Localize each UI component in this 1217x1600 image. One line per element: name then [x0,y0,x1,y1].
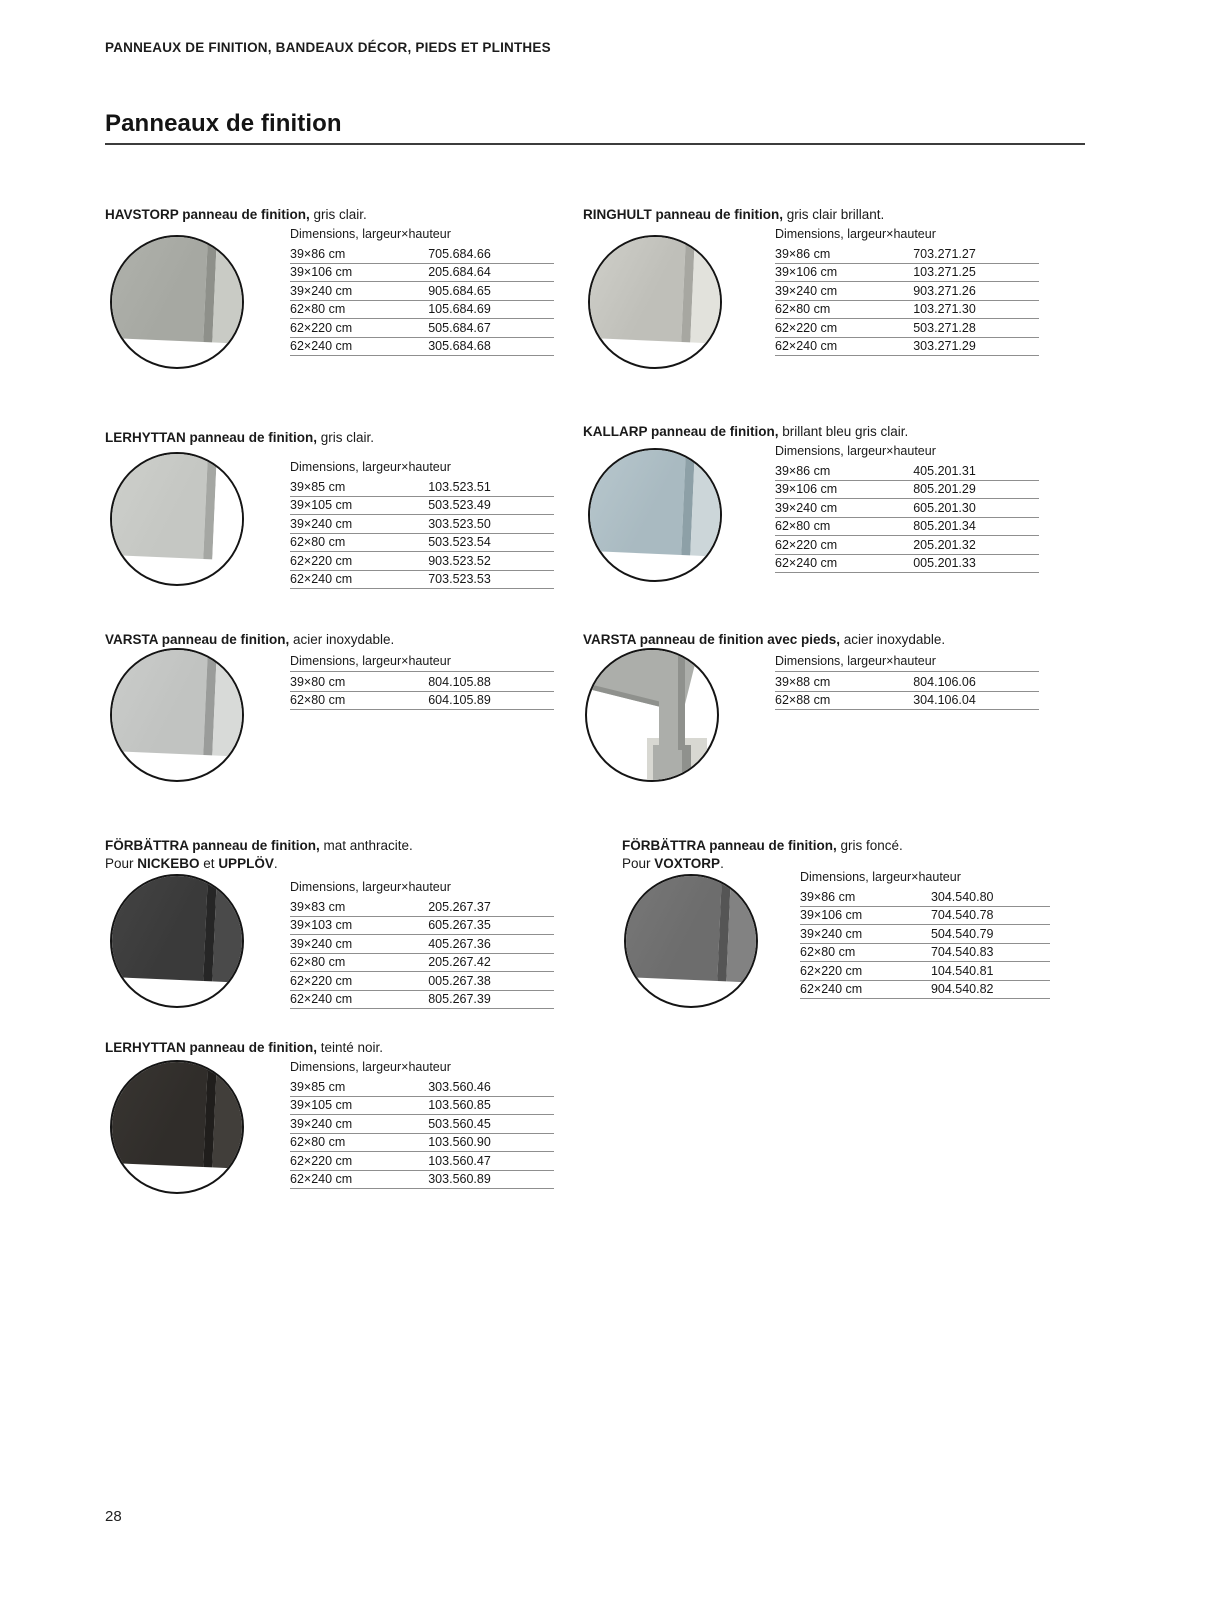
table-row [800,944,1050,963]
product-card-forbattra-anthracite [105,838,575,1006]
product-desc: acier inoxydable. [840,632,946,647]
dimension-cell: 62×220 cm [775,320,838,335]
panel-top [585,648,703,713]
product-card-forbattra-gris-fonce [622,838,1062,996]
panel-photo [110,648,244,758]
panel-face [110,1060,209,1167]
dimension-cell: 39×86 cm [800,889,856,904]
dimensions-table [775,227,1039,356]
dimension-cell: 62×88 cm [775,693,831,707]
product-name: RINGHULT panneau de finition, [583,207,783,222]
table-header: Dimensions, largeur×hauteur [290,1060,451,1074]
article-number-cell: 503.523.54 [428,535,491,549]
dimension-cell: 39×240 cm [800,926,863,941]
article-number-cell: 103.271.30 [913,302,976,316]
product-name: VARSTA panneau de finition, [105,632,290,647]
panel-photo [588,448,722,558]
panel-face [110,235,209,342]
product-image [110,235,244,369]
table-row [800,925,1050,944]
table-row [290,954,554,973]
product-image [110,648,244,782]
table-row [290,935,554,954]
dimension-cell: 62×220 cm [775,537,838,552]
note-text: . [720,856,724,871]
table-row [290,692,554,711]
dimension-cell: 39×83 cm [290,899,346,914]
article-number-cell: 103.271.25 [913,265,976,279]
article-number-cell: 503.523.49 [428,498,491,512]
panel-face [588,448,687,555]
dimensions-table [800,870,1050,999]
table-row [290,515,554,534]
table-row [775,264,1039,283]
panel-photo [588,235,722,345]
dimension-cell: 39×106 cm [290,265,353,279]
article-number-cell: 005.267.38 [428,973,491,988]
panel-edge-highlight [212,452,244,561]
table-row [290,282,554,301]
dimension-cell: 39×106 cm [775,265,838,279]
article-number-cell: 305.684.68 [428,339,491,353]
table-row [290,264,554,283]
dimension-cell: 39×240 cm [775,500,838,515]
dimension-cell: 62×80 cm [775,519,831,533]
table-row [290,1152,554,1171]
article-number-cell: 005.201.33 [913,556,976,570]
product-name: KALLARP panneau de finition, [583,424,779,439]
product-title [583,207,1053,223]
panel-face [110,874,209,981]
article-number-cell: 503.560.45 [428,1116,491,1131]
table-row [290,972,554,991]
article-number-cell: 805.267.39 [428,992,491,1006]
page-title: Panneaux de finition [105,110,342,137]
article-number-cell: 304.540.80 [930,889,994,904]
panel-photo [110,1060,244,1170]
table-header: Dimensions, largeur×hauteur [775,654,1039,672]
product-name: HAVSTORP panneau de finition, [105,207,310,222]
dimension-cell: 39×240 cm [290,283,353,298]
article-number-cell: 903.271.26 [913,283,976,298]
article-number-cell: 103.560.85 [428,1098,491,1112]
product-desc: gris clair. [309,207,367,222]
product-name: FÖRBÄTTRA panneau de finition, [622,838,837,853]
note-product-ref: NICKEBO [137,856,200,871]
note-text: Pour [622,856,655,871]
dimension-cell: 62×240 cm [290,339,353,353]
product-name: FÖRBÄTTRA panneau de finition, [105,838,320,853]
product-card-kallarp [583,424,1053,570]
product-card-varsta-avec-pieds [583,632,1053,707]
dimension-cell: 39×106 cm [800,908,863,922]
product-image [110,874,244,1008]
table-row [775,338,1039,357]
product-name: LERHYTTAN panneau de finition, [105,1040,317,1055]
article-number-cell: 703.271.27 [913,246,976,261]
table-row [800,888,1050,907]
table-header: Dimensions, largeur×hauteur [290,654,554,672]
dimension-cell: 39×105 cm [290,498,353,512]
product-image [110,452,244,586]
article-number-cell: 903.523.52 [428,553,491,568]
dimensions-table [290,227,554,356]
product-image [585,648,719,782]
table-row [775,282,1039,301]
product-image [588,235,722,369]
table-row [775,673,1039,692]
product-desc: mat anthracite. [319,838,413,853]
product-title [583,632,1053,648]
product-desc: teinté noir. [317,1040,384,1055]
product-title [583,424,1053,440]
panel-photo [624,874,758,984]
dimension-cell: 39×240 cm [290,1116,353,1131]
product-desc: gris clair. [317,430,375,445]
product-name: VARSTA panneau de finition avec pieds, [583,632,841,647]
article-number-cell: 205.267.42 [428,955,491,969]
panel-face [110,452,209,559]
panel-face [624,874,723,981]
table-row [290,1115,554,1134]
dimension-cell: 39×86 cm [290,246,346,261]
article-number-cell: 904.540.82 [930,982,994,996]
dimension-cell: 39×240 cm [290,936,353,951]
product-desc: brillant bleu gris clair. [778,424,909,439]
table-row [290,991,554,1010]
article-number-cell: 103.523.51 [428,479,491,494]
panel-face [588,235,687,342]
table-header: Dimensions, largeur×hauteur [290,460,451,474]
table-row [290,917,554,936]
note-text: Pour [105,856,138,871]
article-number-cell: 505.684.67 [428,320,491,335]
article-number-cell: 805.201.29 [913,482,976,496]
panel-photo [110,874,244,984]
panel-face [110,648,209,755]
dimension-cell: 39×85 cm [290,479,346,494]
product-image [588,448,722,582]
article-number-cell: 205.201.32 [913,537,976,552]
table-row [290,571,554,590]
product-card-lerhyttan-noir [105,1040,575,1186]
panel-edge-highlight [690,448,722,557]
article-number-cell: 104.540.81 [930,963,994,978]
note-text: . [273,856,278,871]
product-title [105,430,575,446]
article-number-cell: 105.684.69 [428,302,491,316]
note-text: et [199,856,219,871]
product-image [110,1060,244,1194]
article-number-cell: 805.201.34 [913,519,976,533]
product-desc: gris clair brillant. [783,207,885,222]
dimension-cell: 62×80 cm [290,535,346,549]
table-row [775,462,1039,481]
dimension-cell: 62×80 cm [290,302,346,316]
product-desc: acier inoxydable. [289,632,395,647]
table-row [775,481,1039,500]
article-number-cell: 604.105.89 [428,693,491,707]
table-row [775,499,1039,518]
title-rule [105,143,1085,145]
page-header: PANNEAUX DE FINITION, BANDEAUX DÉCOR, PIEDS ET PLINTHES [105,40,551,55]
product-card-havstorp [105,207,575,353]
table-row [775,301,1039,320]
article-number-cell: 705.684.66 [428,246,491,261]
page-number: 28 [105,1508,122,1525]
product-card-ringhult [583,207,1053,353]
dimension-cell: 62×240 cm [290,572,353,586]
panel-edge-highlight [212,648,244,757]
table-header: Dimensions, largeur×hauteur [290,227,451,241]
dimension-cell: 62×240 cm [775,339,838,353]
product-title [105,632,575,648]
dimensions-table [290,880,554,1009]
panel-edge-highlight [212,1060,244,1169]
product-title [105,1040,575,1056]
table-row [800,907,1050,926]
dimension-cell: 62×220 cm [290,553,353,568]
dimension-cell: 39×103 cm [290,918,353,932]
dimension-cell: 39×80 cm [290,674,346,689]
article-number-cell: 704.540.83 [930,945,994,959]
article-number-cell: 303.523.50 [428,516,491,531]
article-number-cell: 303.271.29 [913,339,976,353]
table-row [290,245,554,264]
note-product-ref: UPPLÖV [218,856,274,871]
dimensions-table [290,654,554,710]
panel-edge-highlight [212,235,244,344]
table-row [290,552,554,571]
table-row [290,534,554,553]
product-title [105,838,575,854]
table-row [775,319,1039,338]
dimension-cell: 62×220 cm [290,973,353,988]
table-row [290,898,554,917]
table-row [775,245,1039,264]
table-row [290,1078,554,1097]
dimensions-table [775,654,1039,710]
table-header: Dimensions, largeur×hauteur [775,227,936,241]
dimension-cell: 62×240 cm [800,982,863,996]
dimension-cell: 62×220 cm [290,1153,353,1168]
table-row [290,1171,554,1190]
panel-photo [110,235,244,345]
table-row [290,1134,554,1153]
panel-edge-highlight [690,235,722,344]
dimension-cell: 62×80 cm [800,945,856,959]
article-number-cell: 205.684.64 [428,265,491,279]
table-row [290,497,554,516]
dimension-cell: 62×80 cm [290,955,346,969]
article-number-cell: 804.105.88 [428,674,491,689]
table-row [800,962,1050,981]
table-row [775,518,1039,537]
article-number-cell: 804.106.06 [913,674,976,689]
table-row [290,673,554,692]
article-number-cell: 605.267.35 [428,918,491,932]
product-card-lerhyttan-gris-clair [105,430,575,586]
dimension-cell: 39×88 cm [775,674,831,689]
product-desc: gris foncé. [836,838,903,853]
table-row [290,338,554,357]
dimensions-table [775,444,1039,573]
article-number-cell: 503.271.28 [913,320,976,335]
dimension-cell: 62×240 cm [290,992,353,1006]
table-row [775,536,1039,555]
product-title [105,207,575,223]
article-number-cell: 405.267.36 [428,936,491,951]
panel-edge-highlight [726,874,758,983]
dimension-cell: 39×85 cm [290,1079,346,1094]
dimension-cell: 62×220 cm [800,963,863,978]
table-row [290,478,554,497]
panel-foot [653,745,691,782]
table-row [775,692,1039,711]
article-number-cell: 205.267.37 [428,899,491,914]
article-number-cell: 703.523.53 [428,572,491,586]
panel-edge-highlight [212,874,244,983]
dimensions-table [290,1060,554,1189]
article-number-cell: 605.201.30 [913,500,976,515]
table-row [290,301,554,320]
dimension-cell: 62×80 cm [290,1135,346,1149]
article-number-cell: 303.560.46 [428,1079,491,1094]
dimensions-table [290,460,554,589]
article-number-cell: 303.560.89 [428,1172,491,1186]
dimension-cell: 39×86 cm [775,246,831,261]
note-product-ref: VOXTORP [654,856,721,871]
article-number-cell: 304.106.04 [913,693,976,707]
dimension-cell: 62×220 cm [290,320,353,335]
dimension-cell: 39×240 cm [775,283,838,298]
dimension-cell: 39×105 cm [290,1098,353,1112]
table-row [290,1097,554,1116]
product-name: LERHYTTAN panneau de finition, [105,430,317,445]
product-card-varsta [105,632,575,707]
product-title [622,838,1062,854]
article-number-cell: 905.684.65 [428,283,491,298]
panel-leg [659,650,685,750]
dimension-cell: 39×106 cm [775,482,838,496]
dimension-cell: 62×80 cm [290,693,346,707]
product-compat-note [105,856,575,872]
article-number-cell: 103.560.47 [428,1153,491,1168]
article-number-cell: 704.540.78 [930,908,994,922]
product-image [624,874,758,1008]
table-header: Dimensions, largeur×hauteur [775,444,936,458]
dimension-cell: 39×240 cm [290,516,353,531]
panel-photo [110,452,244,562]
dimension-cell: 62×240 cm [290,1172,353,1186]
table-row [290,319,554,338]
table-header: Dimensions, largeur×hauteur [290,880,451,894]
table-row [800,981,1050,1000]
article-number-cell: 504.540.79 [930,926,994,941]
table-row [775,555,1039,574]
dimension-cell: 62×80 cm [775,302,831,316]
dimension-cell: 39×86 cm [775,463,831,478]
article-number-cell: 103.560.90 [428,1135,491,1149]
article-number-cell: 405.201.31 [913,463,976,478]
table-header: Dimensions, largeur×hauteur [800,870,961,884]
dimension-cell: 62×240 cm [775,556,838,570]
